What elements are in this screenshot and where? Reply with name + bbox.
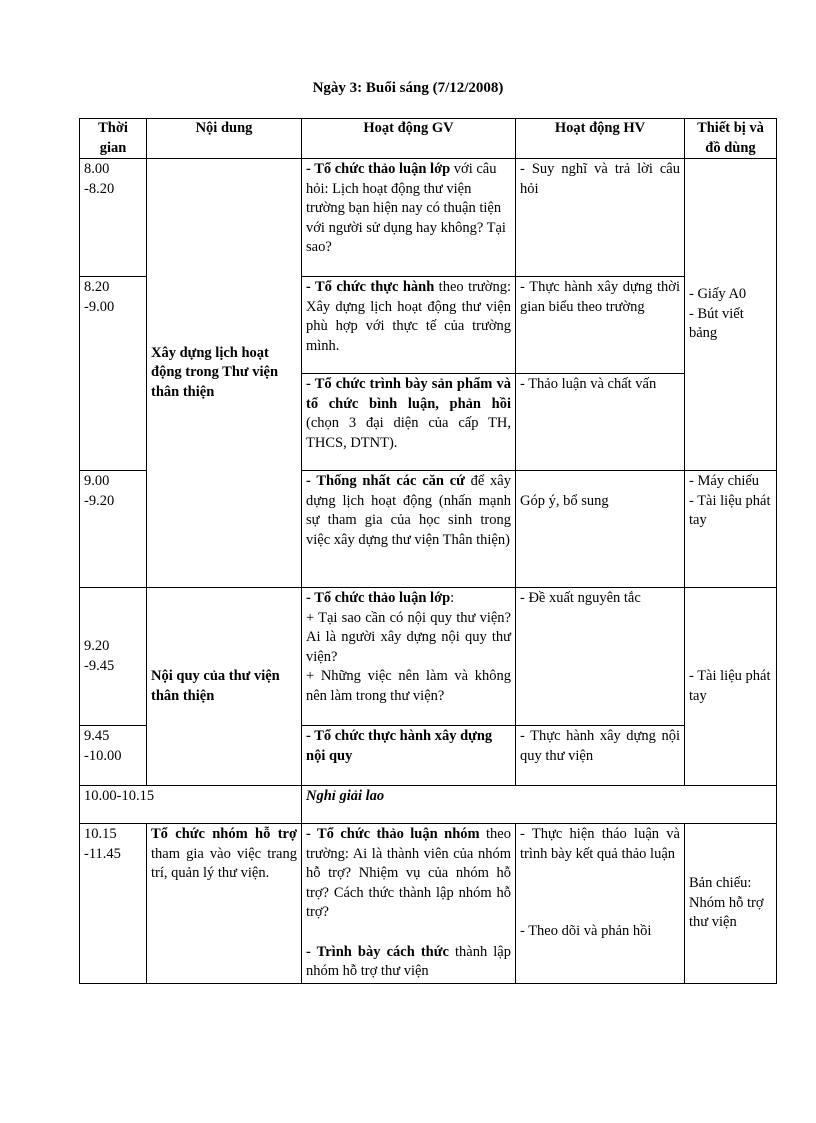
activity-question: + Tại sao cần có nội quy thư viện? Ai là người xây dựng nội quy thư viện?: [306, 609, 511, 665]
time-cell: 8.20 -9.00: [80, 277, 147, 471]
table-row: [80, 824, 777, 984]
learner-activity-text: Góp ý, bổ sung: [520, 492, 609, 509]
table-header-row: [80, 119, 777, 159]
activity-text: thành lập nhóm hỗ trợ thư viện: [306, 943, 511, 979]
table-row: [80, 159, 777, 277]
learner-activity-cell: - Đề xuất nguyên tắc: [516, 588, 685, 726]
time-cell: 8.00 -8.20: [80, 159, 147, 277]
header-learner-activity: Hoạt động HV: [516, 119, 685, 159]
activity-text: (chọn 3 đại diện của cấp TH, THCS, DTNT).: [306, 415, 511, 451]
equipment-cell: Bản chiếu: Nhóm hỗ trợ thư viện: [685, 824, 777, 984]
learner-activity-cell: - Thực hành xây dựng nội quy thư viện: [516, 726, 685, 786]
activity-title: - Tổ chức thực hành: [306, 279, 435, 295]
activity-text: theo trường: Xây dựng lịch hoạt động thư viện phù hợp với thực tế của trường mình.: [306, 279, 511, 354]
teacher-activity-cell: [302, 588, 516, 726]
content-title: Tổ chức nhóm hỗ trợ: [151, 826, 297, 842]
activity-text: theo trường: Ai là thành viên của nhóm hỗ trợ? Nhiệm vụ của nhóm hỗ trợ? Cách thức thành lập nhóm hỗ trợ?: [306, 826, 511, 920]
teacher-activity-cell: [302, 277, 516, 374]
activity-text: với câu hỏi: Lịch hoạt động thư viện trường bạn hiện nay có thuận tiện với người sử dụng hay không? Tại sao?: [306, 161, 506, 255]
equipment-cell: - Máy chiếu - Tài liệu phát tay: [685, 471, 777, 588]
content-cell: [147, 824, 302, 984]
header-time: Thời gian: [80, 119, 147, 159]
teacher-activity-cell: [302, 159, 516, 277]
activity-title: - Tổ chức trình bày sản phẩm và tổ chức bình luận, phản hồi: [306, 376, 511, 412]
content-text: tham gia vào việc trang trí, quản lý thư viện.: [151, 845, 297, 881]
time-cell: 10.15 -11.45: [80, 824, 147, 984]
learner-activity-text: - Theo dõi và phản hồi: [520, 923, 652, 939]
teacher-activity-cell: [302, 374, 516, 471]
page-title: Ngày 3: Buổi sáng (7/12/2008): [312, 80, 504, 96]
activity-colon: :: [450, 590, 455, 606]
learner-activity-text: - Thực hiện tháo luận và trình bày kết quả thảo luận: [520, 826, 680, 862]
learner-activity-cell: [516, 471, 685, 588]
break-row: [80, 786, 777, 824]
teacher-activity-cell: [302, 824, 516, 984]
time-cell: 9.45 -10.00: [80, 726, 147, 786]
content-cell: Xây dựng lịch hoạt động trong Thư viện thân thiện: [147, 159, 302, 588]
activity-text: để xây dựng lịch hoạt động (nhấn mạnh sự tham gia của học sinh trong việc xây dựng thư viện Thân thiện): [306, 473, 511, 548]
activity-title: - Thống nhất các căn cứ: [306, 473, 465, 489]
teacher-activity-cell: - Tổ chức thực hành xây dựng nội quy: [302, 726, 516, 786]
header-teacher-activity: Hoạt động GV: [302, 119, 516, 159]
activity-title: - Tổ chức thảo luận lớp: [306, 161, 451, 177]
learner-activity-cell: [516, 824, 685, 984]
equipment-cell: - Giấy A0 - Bút viết bảng: [685, 159, 777, 471]
header-equipment: Thiết bị và đồ dùng: [685, 119, 777, 159]
table-row: [80, 588, 777, 726]
break-time-cell: 10.00-10.15: [80, 786, 302, 824]
header-content: Nội dung: [147, 119, 302, 159]
time-cell: 9.20 -9.45: [80, 588, 147, 726]
break-label-cell: Nghỉ giải lao: [302, 786, 777, 824]
content-cell: Nội quy của thư viện thân thiện: [147, 588, 302, 786]
activity-title: - Tổ chức thảo luận lớp: [306, 590, 451, 606]
activity-title: - Trình bày cách thức: [306, 943, 449, 960]
learner-activity-cell: - Suy nghĩ và trả lời câu hỏi: [516, 159, 685, 277]
activity-title: - Tổ chức thảo luận nhóm: [306, 826, 480, 842]
activity-question: + Những việc nên làm và không nên làm trong thư viện?: [306, 668, 511, 704]
schedule-table: [79, 118, 777, 984]
equipment-cell: - Tài liệu phát tay: [685, 588, 777, 786]
teacher-activity-cell: [302, 471, 516, 588]
time-cell: 9.00 -9.20: [80, 471, 147, 588]
learner-activity-cell: - Thảo luận và chất vấn: [516, 374, 685, 471]
learner-activity-cell: - Thực hành xây dựng thời gian biểu theo trường: [516, 277, 685, 374]
